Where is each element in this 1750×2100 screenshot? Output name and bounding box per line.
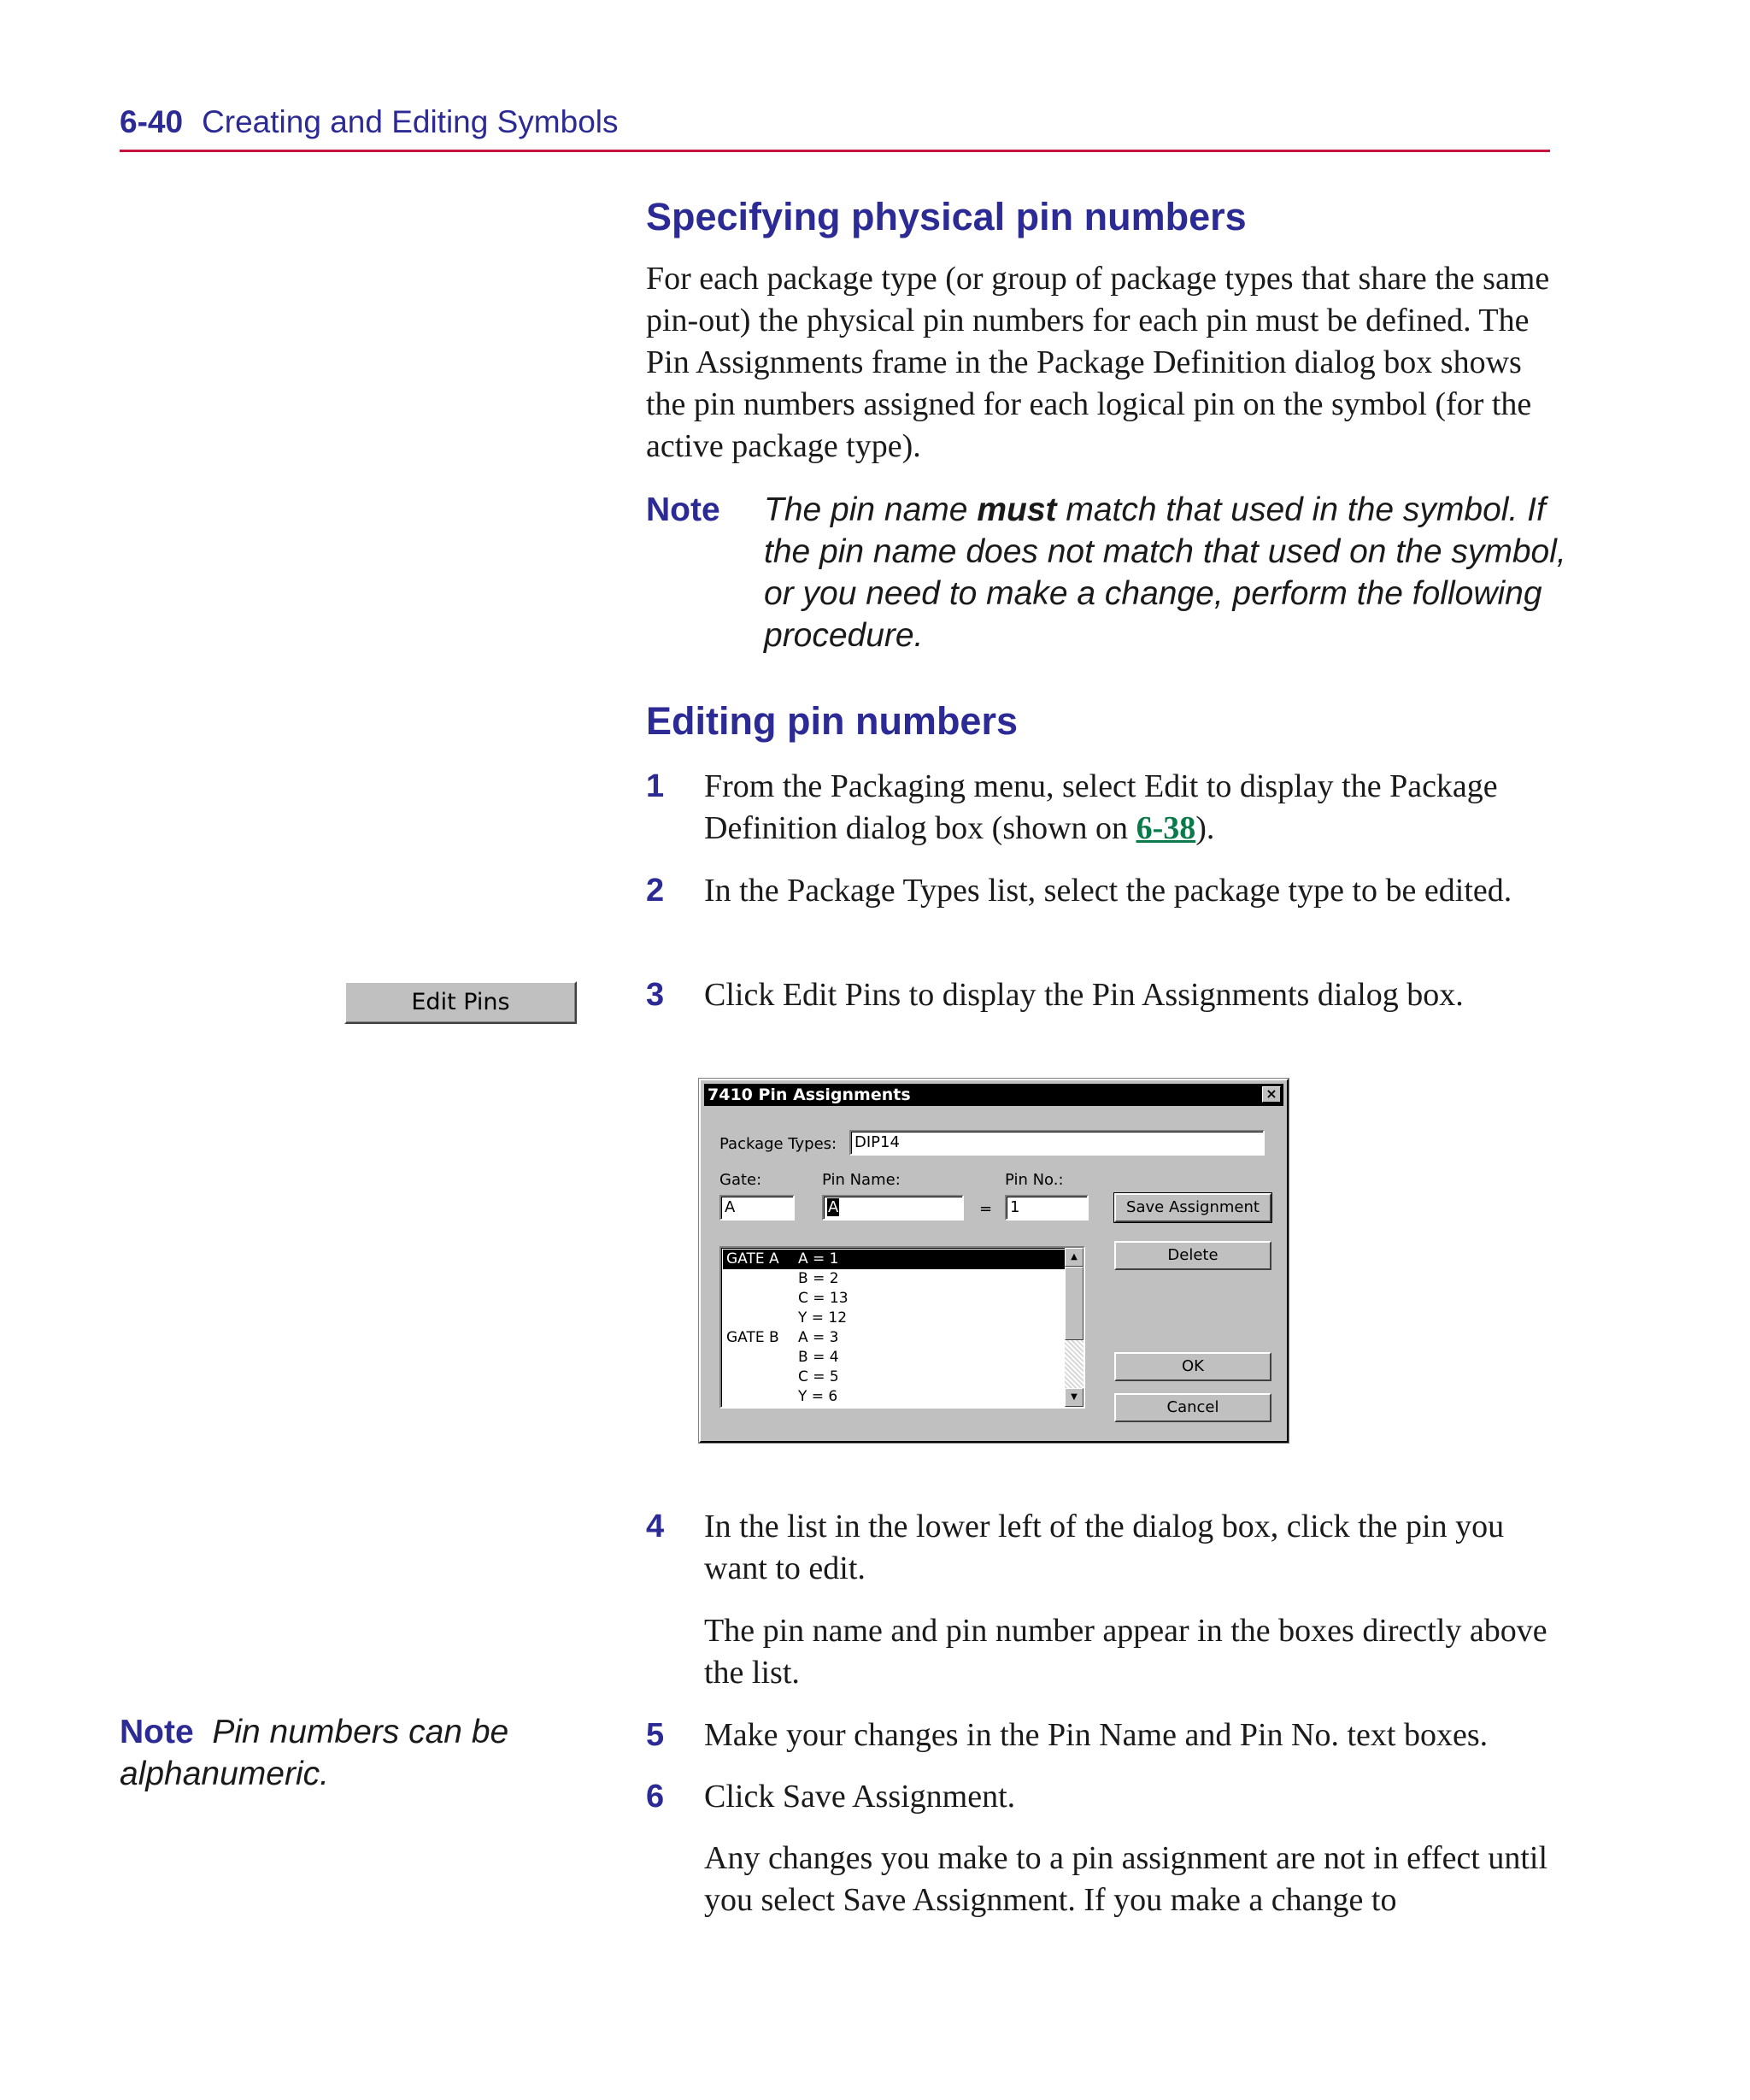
list-scrollbar[interactable] [1065, 1248, 1083, 1407]
margin-note-text: Pin numbers can be alphanumeric. [120, 1714, 509, 1792]
step-number: 3 [646, 977, 665, 1013]
scroll-down-icon[interactable]: ▼ [1065, 1388, 1083, 1407]
pin-no-field[interactable]: 1 [1005, 1195, 1089, 1221]
save-assignment-button[interactable]: Save Assignment [1114, 1193, 1271, 1222]
list-item[interactable]: B = 2 [798, 1270, 839, 1287]
page-number: 6-40 [120, 104, 184, 139]
delete-button[interactable]: Delete [1114, 1241, 1271, 1270]
package-types-field[interactable]: DIP14 [849, 1130, 1265, 1156]
section-title-specifying-pin-numbers: Specifying physical pin numbers [646, 195, 1247, 238]
running-header [120, 104, 619, 140]
section1-body: For each package type (or group of package types that share the same pin-out) the physical pin numbers for each pin must be defined. The Pin Assignments frame in the Package Definition dialog box shows the pin numbers assigned for each logical pin on the symbol (for the active package type). [646, 261, 1550, 464]
step-number: 1 [646, 768, 665, 804]
list-item[interactable]: GATE B A = 3 [726, 1329, 839, 1346]
section-title-editing-pin-numbers: Editing pin numbers [646, 699, 1018, 743]
step-text: In the list in the lower left of the dialog box, click the pin you want to edit. [704, 1509, 1505, 1586]
scrollbar-thumb[interactable] [1065, 1267, 1083, 1340]
list-item[interactable]: Y = 12 [798, 1309, 848, 1326]
ok-button[interactable]: OK [1114, 1352, 1271, 1381]
step-text: In the Package Types list, select the package type to be edited. [704, 873, 1512, 909]
cross-reference-link[interactable]: 6-38 [1136, 810, 1196, 846]
dialog-titlebar [704, 1084, 1283, 1106]
step-4-detail: The pin name and pin number appear in the boxes directly above the list. [704, 1613, 1547, 1691]
pin-name-field[interactable] [822, 1195, 964, 1221]
header-rule [120, 150, 1550, 152]
equals-sign: = [979, 1200, 993, 1218]
cancel-button[interactable]: Cancel [1114, 1393, 1271, 1422]
step-text: Make your changes in the Pin Name and Pin No. text boxes. [704, 1717, 1489, 1753]
gate-label: Gate: [719, 1171, 762, 1189]
step-number: 6 [646, 1779, 665, 1815]
pin-name-selected-text: A [828, 1198, 839, 1216]
package-types-label: Package Types: [719, 1135, 837, 1153]
list-item[interactable]: B = 4 [798, 1349, 839, 1366]
step-text: Click Save Assignment. [704, 1779, 1016, 1815]
pin-no-label: Pin No.: [1005, 1171, 1064, 1189]
margin-note-label: Note [120, 1714, 194, 1750]
chapter-title: Creating and Editing Symbols [202, 104, 619, 139]
note-emphasis: must [977, 491, 1057, 528]
step-text: Click Edit Pins to display the Pin Assignments dialog box. [704, 977, 1464, 1013]
dialog-title: 7410 Pin Assignments [708, 1085, 911, 1104]
step-text: From the Packaging menu, select Edit to display the Package Definition dialog box (shown on 6-38). [704, 768, 1498, 846]
gate-field[interactable]: A [719, 1195, 795, 1221]
step-number: 2 [646, 873, 665, 909]
pin-name-label: Pin Name: [822, 1171, 901, 1189]
list-item[interactable]: Y = 6 [798, 1388, 838, 1405]
edit-pins-button[interactable]: Edit Pins [344, 981, 577, 1024]
close-icon[interactable]: × [1262, 1086, 1281, 1103]
note-label: Note [646, 491, 720, 528]
step-number: 4 [646, 1509, 665, 1544]
scroll-up-icon[interactable]: ▲ [1065, 1248, 1083, 1267]
list-item[interactable]: GATE A A = 1 [723, 1250, 1065, 1269]
list-item[interactable]: C = 5 [798, 1368, 839, 1385]
pin-assignment-list[interactable] [719, 1246, 1085, 1409]
note-text: The pin name must match that used in the symbol. If the pin name does not match that used on the symbol, or you need to make a change, perform the following procedure. [764, 491, 1566, 654]
step-6-detail: Any changes you make to a pin assignment are not in effect until you select Save Assignment. If you make a change to [704, 1840, 1548, 1918]
list-item[interactable]: C = 13 [798, 1290, 849, 1307]
pin-assignments-dialog [699, 1079, 1289, 1443]
margin-note [120, 1711, 598, 1795]
step-number: 5 [646, 1717, 665, 1753]
note-pin-name [646, 489, 1566, 660]
